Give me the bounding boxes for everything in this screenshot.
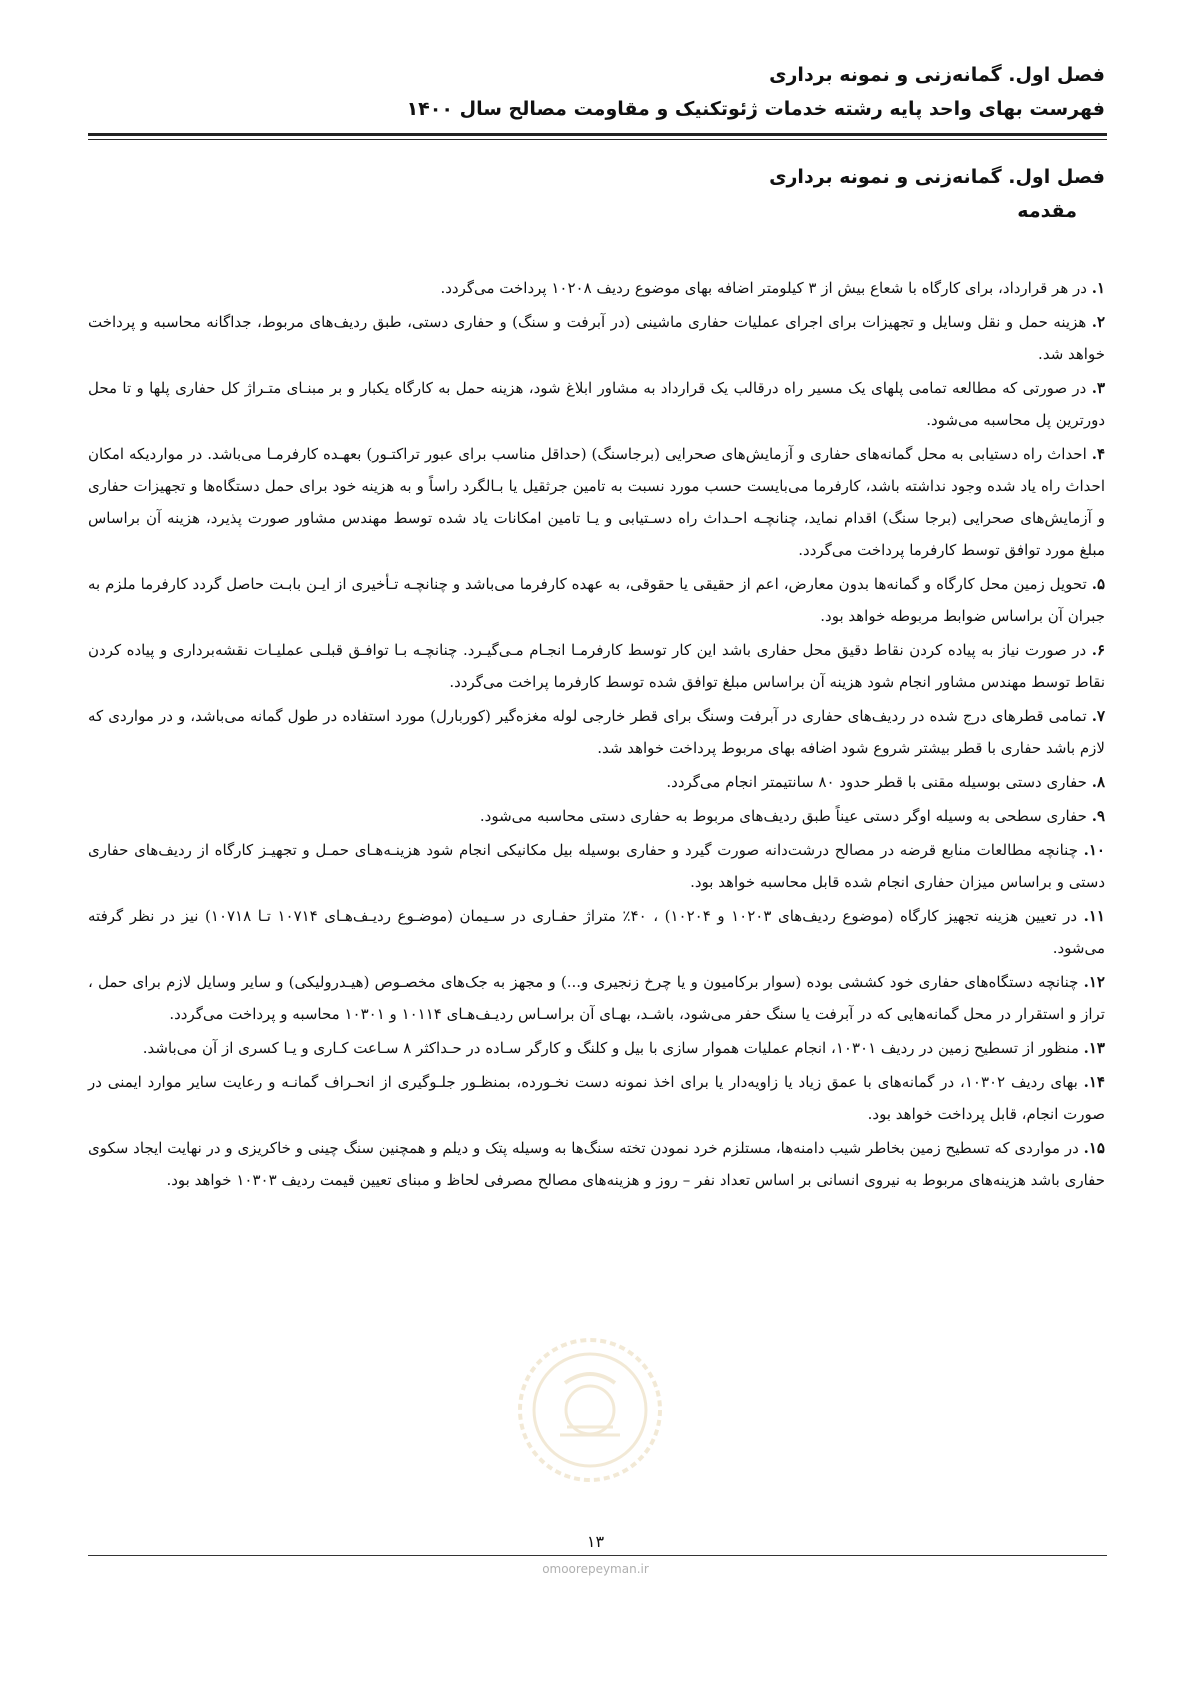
paragraph-number: ۵. bbox=[1091, 575, 1105, 593]
header-rule-thick bbox=[88, 133, 1107, 136]
paragraph-item bbox=[88, 766, 1105, 798]
paragraph-item bbox=[88, 568, 1105, 632]
running-header bbox=[90, 58, 1105, 126]
paragraph-item bbox=[88, 900, 1105, 964]
paragraph-number: ۱۴. bbox=[1083, 1073, 1105, 1091]
paragraph-text: در مواردی که تسطیح زمین بخاطر شیب دامنه‌ها، مستلزم خرد نمودن تخته سنگ‌ها به وسیله پتک و دیلم و همچنین سنگ چینی و خاکریزی و در نهایت ایجاد سکوی حفاری باشد هزینه‌های مربوط به نیروی انسانی بر اساس تعداد نفر – روز و هزینه‌های مصالح مصرفی لحاظ و مبنای تعیین قیمت ردیف ۱۰۳۰۳ خواهد بود. bbox=[88, 1139, 1105, 1189]
paragraph-number: ۱۲. bbox=[1083, 973, 1105, 991]
paragraph-number: ۸. bbox=[1091, 773, 1105, 791]
header-rule-thin bbox=[88, 139, 1107, 140]
paragraph-number: ۱. bbox=[1091, 279, 1105, 297]
page-number: ۱۳ bbox=[586, 1532, 605, 1551]
paragraph-text: منظور از تسطیح زمین در ردیف ۱۰۳۰۱، انجام عملیات هموار سازی با بیل و کلنگ و کارگر سـاده در حـداکثر ۸ سـاعت کـاری و یـا کسری از آن می‌باشد. bbox=[142, 1039, 1084, 1057]
section-heading bbox=[90, 160, 1105, 228]
paragraph-text: در صورت نیاز به پیاده کردن نقاط دقیق محل حفاری باشد این کار توسط کارفرمـا انجـام مـی‌گیـرد. چنانچـه بـا توافـق قبلـی عملیـات نقشه‌برداری و پیاده کردن نقاط توسط مهندس مشاور انجام شود هزینه آن براساس مبلغ توافق شده توسط کارفرما پراخت می‌گردد. bbox=[88, 641, 1105, 691]
paragraph-item bbox=[88, 634, 1105, 698]
paragraph-item bbox=[88, 1132, 1105, 1196]
paragraph-number: ۶. bbox=[1091, 641, 1106, 659]
section-title: فصل اول. گمانه‌زنی و نمونه برداری bbox=[769, 166, 1105, 188]
paragraph-item bbox=[88, 1066, 1105, 1130]
paragraph-text: هزینه حمل و نقل وسایل و تجهیزات برای اجرای عملیات حفاری ماشینی (در آبرفت و سنگ) و حفاری دستی، طبق ردیف‌های مربوط، جداگانه محاسبه و پرداخت خواهد شد. bbox=[88, 313, 1105, 363]
seal-watermark-icon bbox=[515, 1335, 665, 1485]
footer-website: omoorepeyman.ir bbox=[542, 1562, 649, 1576]
section-subtitle: مقدمه bbox=[1017, 200, 1077, 222]
paragraph-number: ۱۳. bbox=[1083, 1039, 1105, 1057]
paragraph-number: ۱۵. bbox=[1083, 1139, 1105, 1157]
paragraph-text: حفاری دستی بوسیله مقنی با قطر حدود ۸۰ سانتیمتر انجام می‌گردد. bbox=[666, 773, 1092, 791]
paragraph-text: تحویل زمین محل کارگاه و گمانه‌ها بدون معارض، اعم از حقیقی یا حقوقی، به عهده کارفرما می‌باشد و چنانچـه تـأخیری از ایـن بابـت حاصل گردد کارفرما ملزم به جبران آن براساس ضوابط مربوطه خواهد بود. bbox=[88, 575, 1105, 625]
paragraph-number: ۲. bbox=[1091, 313, 1105, 331]
paragraph-text: حفاری سطحی به وسیله اوگر دستی عیناً طبق ردیف‌های مربوط به حفاری دستی محاسبه می‌شود. bbox=[479, 807, 1092, 825]
header-document-title: فهرست بهای واحد پایه رشته خدمات ژئوتکنیک و مقاومت مصالح سال ۱۴۰۰ bbox=[406, 98, 1105, 120]
paragraph-text: در هر قرارداد، برای کارگاه با شعاع بیش از ۳ کیلومتر اضافه بهای موضوع ردیف ۱۰۲۰۸ پرداخت می‌گردد. bbox=[440, 279, 1092, 297]
paragraph-number: ۱۱. bbox=[1083, 907, 1105, 925]
body-text bbox=[88, 272, 1105, 1198]
paragraph-text: تمامی قطرهای درج شده در ردیف‌های حفاری در آبرفت وسنگ برای قطر خارجی لوله مغزه‌گیر (کوربارل) مورد استفاده در طول گمانه می‌باشد، و در مواردی که لازم باشد حفاری با قطر بیشتر شروع شود اضافه بهای مربوط پرداخت خواهد شد. bbox=[88, 707, 1105, 757]
header-chapter-title: فصل اول. گمانه‌زنی و نمونه برداری bbox=[769, 64, 1105, 86]
paragraph-number: ۹. bbox=[1091, 807, 1105, 825]
paragraph-number: ۷. bbox=[1091, 707, 1105, 725]
paragraph-text: در تعیین هزینه تجهیز کارگاه (موضوع ردیف‌های ۱۰۲۰۳ و ۱۰۲۰۴) ، ۴۰٪ متراژ حفـاری در سـیمان (موضـوع ردیـف‌هـای ۱۰۷۱۴ تـا ۱۰۷۱۸) نیز در نظر گرفته می‌شود. bbox=[88, 907, 1105, 957]
paragraph-number: ۴. bbox=[1091, 445, 1105, 463]
paragraph-text: چنانچه مطالعات منابع قرضه در مصالح درشت‌دانه صورت گیرد و حفاری بوسیله بیل مکانیکی انجام شود هزینـه‌هـای حمـل و تجهیـز کارگاه از ردیف‌های حفاری دستی و براساس میزان حفاری انجام شده قابل محاسبه خواهد بود. bbox=[88, 841, 1105, 891]
paragraph-item bbox=[88, 306, 1105, 370]
paragraph-text: بهای ردیف ۱۰۳۰۲، در گمانه‌های با عمق زیاد یا زاویه‌دار یا برای اخذ نمونه دست نخـورده، بمنظـور جلـوگیری از انحـراف گمانـه و رعایت سایر موارد ایمنی در صورت انجام، قابل پرداخت خواهد بود. bbox=[88, 1073, 1105, 1123]
paragraph-text: چنانچه دستگاه‌های حفاری خود کششی بوده (سوار برکامیون و یا چرخ زنجیری و...) و مجهز به جک‌های مخصـوص (هیـدرولیکی) و سایر وسایل لازم برای حمل ، تراز و استقرار در محل گمانه‌هایی که در آبرفت یا سنگ حفر می‌شود، باشـد، بهـای آن براسـاس ردیـف‌هـای ۱۰۱۱۴ و ۱۰۳۰۱ محاسبه و پرداخت می‌گردد. bbox=[88, 973, 1105, 1023]
paragraph-text: در صورتی که مطالعه تمامی پلهای یک مسیر راه درقالب یک قرارداد به مشاور ابلاغ شود، هزینه حمل به کارگاه یکبار و بر مبنـای متـراژ کل حفاری پلها و تا محل دورترین پل محاسبه می‌شود. bbox=[88, 379, 1105, 429]
paragraph-item bbox=[88, 1032, 1105, 1064]
paragraph-number: ۱۰. bbox=[1083, 841, 1105, 859]
paragraph-text: احداث راه دستیابی به محل گمانه‌های حفاری و آزمایش‌های صحرایی (برجاسنگ) (حداقل مناسب برای عبور تراکتـور) بعهـده کارفرمـا می‌باشد. در مواردیکه امکان احداث راه یاد شده وجود نداشته باشد، کارفرما می‌بایست حسب مورد نسبت به تامین جرثقیل یا بـالگرد راساً و به هزینه خود برای حمل دستگاه‌ها و تجهیزات حفاری و آزمایش‌های صحرایی (برجا سنگ) اقدام نماید، چنانچـه احـداث راه دسـتیابی و یـا تامین امکانات یاد شده توسط مهندس مشاور صورت پذیرد، هزینه آن براساس مبلغ مورد توافق توسط کارفرما پرداخت می‌گردد. bbox=[88, 445, 1105, 559]
paragraph-item bbox=[88, 700, 1105, 764]
paragraph-item bbox=[88, 272, 1105, 304]
paragraph-item bbox=[88, 966, 1105, 1030]
footer-rule bbox=[88, 1555, 1107, 1556]
paragraph-item bbox=[88, 438, 1105, 566]
paragraph-item bbox=[88, 834, 1105, 898]
paragraph-item bbox=[88, 800, 1105, 832]
paragraph-item bbox=[88, 372, 1105, 436]
paragraph-number: ۳. bbox=[1091, 379, 1105, 397]
